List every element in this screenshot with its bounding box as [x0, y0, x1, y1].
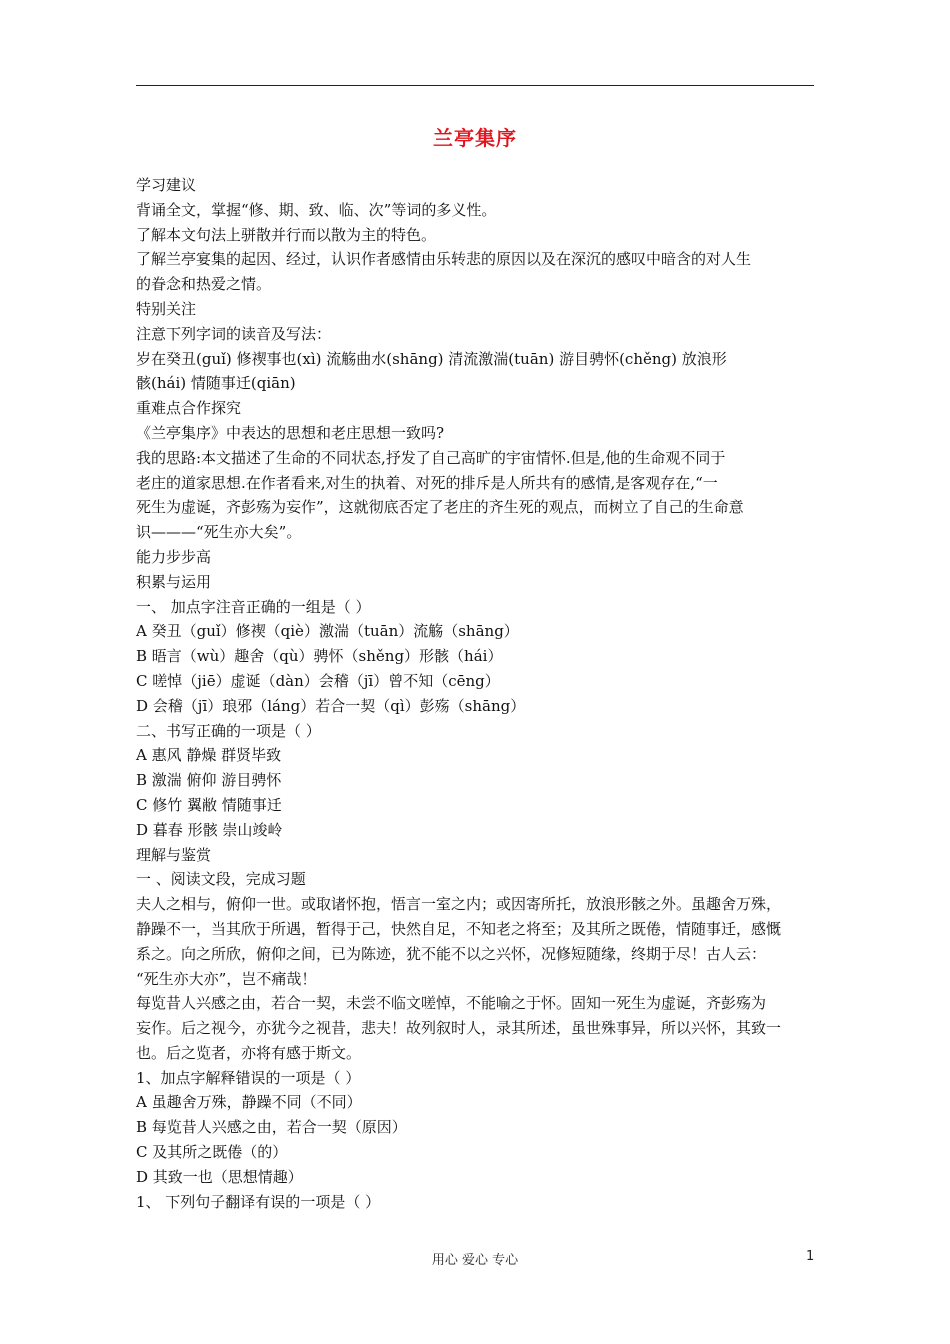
text-line: C 嗟悼（jiē）虚诞（dàn）会稽（jī）曾不知（cēng） [136, 671, 500, 690]
text-line: 《兰亭集序》中表达的思想和老庄思想一致吗? [136, 423, 445, 442]
text-line: 系之。向之所欣，俯仰之间，已为陈迹，犹不能不以之兴怀，况修短随缘，终期于尽！古人云： [136, 944, 767, 963]
page-footer: 用心 爱心 专心 [431, 1253, 519, 1268]
text-line: B 晤言（wù）趣舍（qù）骋怀（shěng）形骸（hái） [136, 647, 503, 666]
text-line: A 惠风 静燥 群贤毕致 [136, 746, 282, 765]
text-line: 妄作。后之视今，亦犹今之视昔，悲夫！故列叙时人，录其所述，虽世殊事异，所以兴怀，其致一 [136, 1019, 782, 1038]
text-line: 特别关注 [136, 299, 197, 318]
text-line: C 及其所之既倦（的） [136, 1143, 288, 1162]
text-line: 理解与鉴赏 [136, 845, 212, 864]
page-number: 1 [806, 1249, 815, 1264]
text-line: 背诵全文，掌握“修、期、致、临、次”等词的多义性。 [136, 200, 497, 219]
text-line: 死生为虚诞，齐彭殇为妄作”，这就彻底否定了老庄的齐生死的观点，而树立了自己的生命意 [136, 498, 744, 517]
text-line: 了解本文句法上骈散并行而以散为主的特色。 [136, 225, 437, 244]
text-line: A 癸丑（guǐ）修禊（qiè）激湍（tuān）流觞（shāng） [136, 622, 519, 641]
text-line: 骸(hái) 情随事迁(qiān) [136, 374, 296, 393]
text-line: 静躁不一，当其欣于所遇，暂得于己，快然自足，不知老之将至；及其所之既倦，情随事迁，感慨 [136, 919, 782, 938]
text-line: 也。后之览者，亦将有感于斯文。 [136, 1043, 362, 1062]
header-rule [136, 85, 814, 86]
text-line: 二、书写正确的一项是（ ） [136, 721, 321, 740]
text-line: 注意下列字词的读音及写法： [136, 324, 332, 343]
text-line: D 会稽（jī）琅邪（láng）若合一契（qì）彭殇（shāng） [136, 696, 526, 715]
text-line: 我的思路:本文描述了生命的不同状态,抒发了自己高旷的宇宙情怀.但是,他的生命观不同于 [136, 448, 726, 467]
text-line: D 其致一也（思想情趣） [136, 1167, 303, 1186]
text-line: 一、 加点字注音正确的一组是（ ） [136, 597, 371, 616]
text-line: 积累与运用 [136, 572, 212, 591]
text-line: B 激湍 俯仰 游目骋怀 [136, 771, 282, 790]
text-line: 识———“死生亦大矣”。 [136, 523, 302, 542]
text-line: 了解兰亭宴集的起因、经过，认识作者感情由乐转悲的原因以及在深沉的感叹中暗含的对人生 [136, 250, 752, 269]
text-line: 学习建议 [136, 176, 197, 194]
text-line: 重难点合作探究 [136, 399, 242, 418]
document-title: 兰亭集序 [433, 126, 517, 150]
text-line: 的眷念和热爱之情。 [136, 275, 272, 294]
text-line: 1、加点字解释错误的一项是（ ） [136, 1068, 361, 1087]
text-line: 老庄的道家思想.在作者看来,对生的执着、对死的排斥是人所共有的感情,是客观存在,“一 [136, 473, 718, 492]
text-line: 岁在癸丑(guǐ) 修禊事也(xì) 流觞曲水(shāng) 清流激湍(tuān) 游目骋怀(chěng) 放浪形 [136, 349, 727, 368]
text-line: A 虽趣舍万殊，静躁不同（不同） [136, 1093, 362, 1112]
text-line: B 每览昔人兴感之由，若合一契（原因） [136, 1118, 407, 1137]
text-line: 一 、阅读文段，完成习题 [136, 870, 306, 889]
text-line: 能力步步高 [136, 547, 212, 566]
text-line: 每览昔人兴感之由，若合一契，未尝不临文嗟悼，不能喻之于怀。固知一死生为虚诞，齐彭殇为 [136, 994, 767, 1013]
text-line: 1、 下列句子翻译有误的一项是（ ） [136, 1192, 381, 1211]
text-line: “死生亦大亦”，岂不痛哉！ [136, 969, 317, 988]
document-body [136, 173, 816, 1214]
text-line: 夫人之相与，俯仰一世。或取诸怀抱，悟言一室之内；或因寄所托，放浪形骸之外。虽趣舍万殊， [136, 895, 782, 914]
text-line: C 修竹 翼敝 情随事迁 [136, 795, 282, 814]
text-line: D 暮春 形骸 崇山竣岭 [136, 820, 283, 839]
